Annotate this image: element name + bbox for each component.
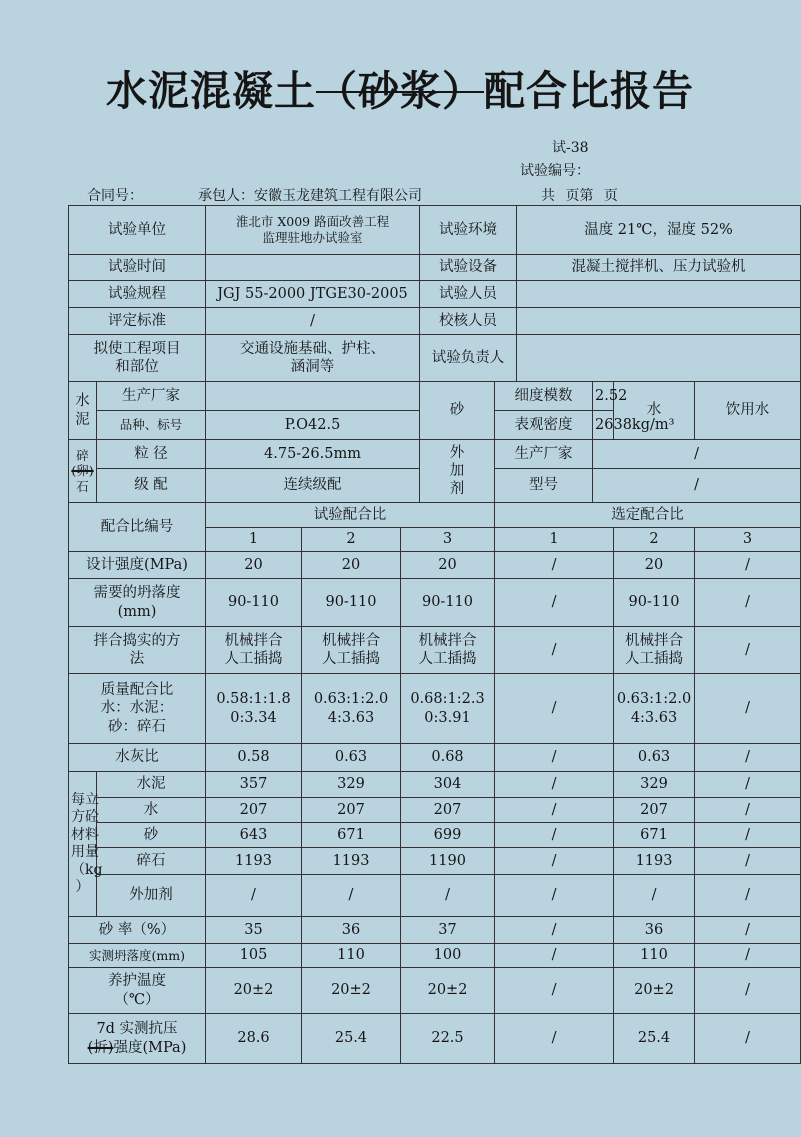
cement-maker-value [206,382,420,411]
table-cell: 671 [614,823,695,848]
density-label: 表观密度 [495,411,593,440]
table-cell: / [495,917,614,944]
table-cell: 0.68:1:2.3 0:3.91 [401,674,495,744]
table-cell: 110 [302,944,401,968]
table-cell: 25.4 [614,1014,695,1064]
table-cell: 90-110 [302,579,401,627]
usage-water-label: 水 [97,798,206,823]
table-cell: 机械拌合 人工插捣 [206,627,302,674]
table-cell: / [695,917,801,944]
table-cell: 90-110 [206,579,302,627]
usage-cement-label: 水泥 [97,772,206,798]
slump-req-label: 需要的坍落度 (mm) [69,579,206,627]
mix-report-table [68,205,801,1064]
table-cell: / [495,823,614,848]
selected-mix-header: 选定配合比 [495,503,801,528]
tester-value [517,281,801,308]
table-cell: 329 [302,772,401,798]
table-cell: 0.58 [206,744,302,772]
table-cell: 20±2 [206,968,302,1014]
table-cell: 105 [206,944,302,968]
sand-label: 砂 [420,382,495,440]
table-cell: 304 [401,772,495,798]
water-value: 饮用水 [695,382,801,440]
env-label: 试验环境 [420,206,517,255]
usage-sand-label: 砂 [97,823,206,848]
project-value: 交通设施基础、护柱、 涵洞等 [206,335,420,382]
table-cell: 110 [614,944,695,968]
cement-grade-label: 品种、标号 [97,411,206,440]
table-cell: 90-110 [401,579,495,627]
col-number: 3 [401,528,495,552]
mixing-method-label: 拌合捣实的方 法 [69,627,206,674]
env-value: 温度 21℃，湿度 52% [517,206,801,255]
table-cell: / [695,772,801,798]
table-cell: 1193 [614,848,695,875]
table-cell: / [695,968,801,1014]
col-number: 3 [695,528,801,552]
time-value [206,255,420,281]
measured-slump-label: 实测坍落度(mm) [69,944,206,968]
mass-ratio-label: 质量配合比 水：水泥： 砂：碎石 [69,674,206,744]
project-label: 拟使工程项目 和部位 [69,335,206,382]
table-cell: 1193 [206,848,302,875]
table-cell: 20 [302,552,401,579]
table-cell: 90-110 [614,579,695,627]
report-title: 水泥混凝土（砂浆）配合比报告 [106,67,694,115]
col-number: 2 [302,528,401,552]
table-cell: / [302,875,401,917]
design-strength-label: 设计强度(MPa) [69,552,206,579]
table-cell: 20±2 [614,968,695,1014]
table-cell: 643 [206,823,302,848]
table-cell: 699 [401,823,495,848]
size-value: 4.75-26.5mm [206,440,420,469]
table-cell: 0.63:1:2.0 4:3.63 [302,674,401,744]
fineness-label: 细度模数 [495,382,593,411]
col-number: 1 [495,528,614,552]
standard-label: 评定标准 [69,308,206,335]
fineness-value: 2.52 [593,382,614,411]
table-cell: / [695,674,801,744]
cement-grade-value: P.O42.5 [206,411,420,440]
table-cell: / [495,848,614,875]
table-cell: / [695,579,801,627]
spec-label: 试验规程 [69,281,206,308]
standard-value: / [206,308,420,335]
admix-model-value: / [593,469,801,503]
table-cell: 0.63 [302,744,401,772]
checker-value [517,308,801,335]
table-cell: / [495,772,614,798]
checker-label: 校核人员 [420,308,517,335]
density-value: 2638kg/m³ [593,411,614,440]
table-cell: 机械拌合 人工插捣 [302,627,401,674]
spec-value: JGJ 55-2000 JTGE30-2005 [206,281,420,308]
grading-value: 连续级配 [206,469,420,503]
mix-id-label: 配合比编号 [69,503,206,552]
table-cell: / [495,552,614,579]
grading-label: 级 配 [97,469,206,503]
table-cell: 35 [206,917,302,944]
leader-value [517,335,801,382]
table-cell: 0.58:1:1.8 0:3.34 [206,674,302,744]
table-cell: / [695,627,801,674]
stone-label: 碎 (卵) 石 [69,440,97,503]
table-cell: 20±2 [401,968,495,1014]
table-cell: / [695,798,801,823]
table-cell: / [695,744,801,772]
admix-maker-value: / [593,440,801,469]
contract-label: 合同号： [87,188,143,204]
tester-label: 试验人员 [420,281,517,308]
usage-stone-label: 碎石 [97,848,206,875]
table-cell: / [206,875,302,917]
table-cell: 36 [614,917,695,944]
col-number: 1 [206,528,302,552]
table-cell: 207 [614,798,695,823]
table-cell: 207 [401,798,495,823]
test-number-label: 试验编号： [520,163,590,179]
unit-value: 淮北市 X009 路面改善工程 监理驻地办试验室 [206,206,420,255]
table-cell: / [495,627,614,674]
table-cell: / [495,674,614,744]
table-cell: 357 [206,772,302,798]
form-code: 试-38 [552,140,589,156]
strength-7d-label: 7d 实测抗压 (折)强度(MPa) [69,1014,206,1064]
usage-label: 每立 方砼 材料 用量 （kg ） [69,772,97,917]
time-label: 试验时间 [69,255,206,281]
leader-label: 试验负责人 [420,335,517,382]
table-cell: / [401,875,495,917]
size-label: 粒 径 [97,440,206,469]
curing-temp-label: 养护温度 （℃） [69,968,206,1014]
admix-label: 外 加 剂 [420,440,495,503]
table-cell: 671 [302,823,401,848]
table-cell: / [495,875,614,917]
table-cell: / [695,848,801,875]
equip-label: 试验设备 [420,255,517,281]
table-cell: 36 [302,917,401,944]
table-cell: / [695,944,801,968]
admix-maker-label: 生产厂家 [495,440,593,469]
table-cell: / [695,823,801,848]
table-cell: 207 [302,798,401,823]
cement-label: 水 泥 [69,382,97,440]
table-cell: 20±2 [302,968,401,1014]
table-cell: 1193 [302,848,401,875]
table-cell: 机械拌合 人工插捣 [401,627,495,674]
table-cell: 100 [401,944,495,968]
table-cell: / [614,875,695,917]
trial-mix-header: 试验配合比 [206,503,495,528]
usage-admix-label: 外加剂 [97,875,206,917]
col-number: 2 [614,528,695,552]
admix-model-label: 型号 [495,469,593,503]
wc-ratio-label: 水灰比 [69,744,206,772]
table-cell: 机械拌合 人工插捣 [614,627,695,674]
water-label: 水 [614,382,695,440]
table-cell: / [695,875,801,917]
table-cell: / [495,968,614,1014]
table-cell: 37 [401,917,495,944]
table-cell: / [495,944,614,968]
page-info: 共 页第 页 [541,188,618,204]
table-cell: 20 [614,552,695,579]
equip-value: 混凝土搅拌机、压力试验机 [517,255,801,281]
unit-label: 试验单位 [69,206,206,255]
cement-maker-label: 生产厂家 [97,382,206,411]
sand-ratio-label: 砂 率（%） [69,917,206,944]
table-cell: 22.5 [401,1014,495,1064]
table-cell: 1190 [401,848,495,875]
table-cell: / [495,744,614,772]
table-cell: 0.63:1:2.0 4:3.63 [614,674,695,744]
table-cell: / [495,579,614,627]
table-cell: 20 [401,552,495,579]
table-cell: 20 [206,552,302,579]
table-cell: 207 [206,798,302,823]
table-cell: / [495,1014,614,1064]
table-cell: / [495,798,614,823]
table-cell: 329 [614,772,695,798]
table-cell: 0.63 [614,744,695,772]
table-cell: 25.4 [302,1014,401,1064]
table-cell: / [695,1014,801,1064]
table-cell: / [695,552,801,579]
table-cell: 28.6 [206,1014,302,1064]
contractor-info: 承包人：安徽玉龙建筑工程有限公司 [198,188,422,204]
table-cell: 0.68 [401,744,495,772]
